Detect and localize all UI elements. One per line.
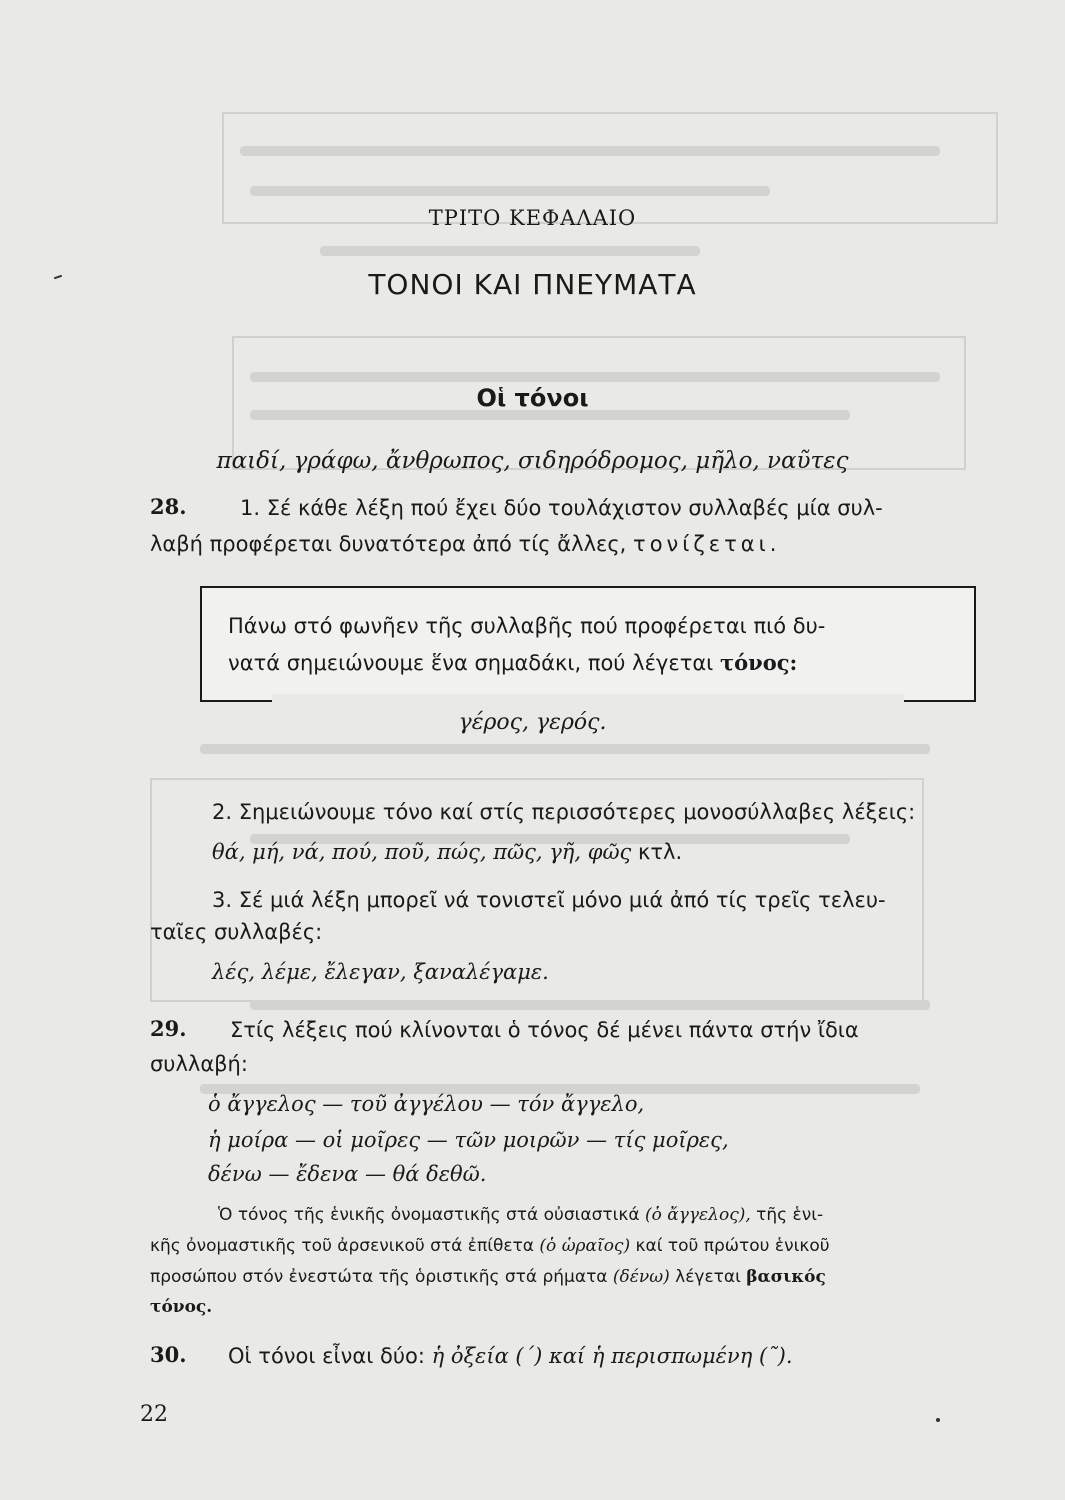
paragraph-number-29: 29.: [150, 1016, 187, 1041]
p29-example-3: δένω — ἔδενα — θά δεθῶ.: [208, 1162, 487, 1186]
p29-note-line2: [150, 1236, 830, 1256]
note-l2-end: καί τοῦ πρώτου ἑνικοῦ: [635, 1236, 830, 1256]
p28-item3-line2: ταῖες συλλαβές:: [150, 920, 323, 944]
chapter-title: ΤΟΝΟΙ ΚΑΙ ΠΝΕΥΜΑΤΑ: [368, 268, 697, 301]
p29-example-1: ὁ ἄγγελος — τοῦ ἀγγέλου — τόν ἄγγελο,: [208, 1092, 645, 1116]
rule-box-line1: Πάνω στό φωνῆεν τῆς συλλαβῆς πού προφέρεται πιό δυ-: [228, 614, 826, 638]
p29-example-2: ἡ μοίρα — οἱ μοῖρες — τῶν μοιρῶν — τίς μοῖρες,: [208, 1128, 729, 1152]
p29-note-line1: [218, 1205, 823, 1225]
p30-text-accents: ἡ ὀξεία (΄) καί ἡ περισπωμένη (῀).: [431, 1344, 793, 1368]
p29-line1: Στίς λέξεις πού κλίνονται ὁ τόνος δέ μένει πάντα στήν ἴδια: [230, 1018, 859, 1042]
p28-item2-examples: [212, 840, 682, 864]
rule-box-line2: [228, 650, 797, 675]
p28-item3-examples: λές, λέμε, ἔλεγαν, ξαναλέγαμε.: [212, 960, 549, 984]
p28-item2-etc: κτλ.: [638, 840, 683, 864]
note-l1-example: (ὁ ἄγγελος),: [644, 1205, 751, 1225]
box-border-gap: [272, 694, 904, 704]
rule-box: [200, 586, 976, 702]
p30-text-lead: Οἱ τόνοι εἶναι δύο:: [228, 1344, 425, 1368]
note-l3-example: (δένω): [612, 1267, 670, 1287]
section-examples: παιδί, γράφω, ἄνθρωπος, σιδηρόδρομος, μῆλο, ναῦτες: [216, 448, 849, 474]
page-number: 22: [140, 1402, 168, 1427]
paragraph-number-28: 28.: [150, 494, 187, 519]
p30-text: [228, 1344, 793, 1368]
note-l3-term: βασικός: [746, 1267, 826, 1287]
rule-box-example: γέρος, γερός.: [458, 710, 607, 735]
p28-item3-line1: 3. Σέ μιά λέξη μπορεῖ νά τονιστεῖ μόνο μιά ἀπό τίς τρεῖς τελευ-: [212, 888, 886, 912]
p29-line2: συλλαβή:: [150, 1052, 248, 1076]
rule-box-line2-text: νατά σημειώνουμε ἕνα σημαδάκι, πού λέγεται: [228, 651, 714, 675]
note-l3-mid: λέγεται: [675, 1267, 741, 1287]
chapter-label: ΤΡΙΤΟ ΚΕΦΑΛΑΙΟ: [428, 206, 637, 230]
p29-note-line3: [150, 1267, 826, 1287]
p28-item2-examples-words: θά, μή, νά, πού, ποῦ, πώς, πῶς, γῆ, φῶς: [212, 840, 632, 864]
p28-item1-line2-text: λαβή προφέρεται δυνατότερα ἀπό τίς ἄλλες,: [150, 532, 627, 556]
rule-box-term: τόνος:: [719, 650, 798, 675]
note-l1-text: Ὁ τόνος τῆς ἑνικῆς ὀνομαστικῆς στά οὐσιαστικά: [218, 1205, 640, 1225]
note-l3-text: προσώπου στόν ἐνεστώτα τῆς ὁριστικῆς στά ρήματα: [150, 1267, 608, 1287]
p29-note-line4: τόνος.: [150, 1297, 213, 1317]
paragraph-number-30: 30.: [150, 1342, 187, 1367]
p28-item1-line1: 1. Σέ κάθε λέξη πού ἔχει δύο τουλάχιστον συλλαβές μία συλ-: [240, 496, 883, 520]
section-title: Οἱ τόνοι: [476, 384, 589, 412]
ink-dot: [936, 1418, 940, 1422]
p28-emphasis-term: τονίζεται.: [633, 532, 781, 556]
p28-item1-line2: [150, 532, 780, 556]
p28-item2-line1: 2. Σημειώνουμε τόνο καί στίς περισσότερες μονοσύλλαβες λέξεις:: [212, 800, 916, 824]
note-l2-example: (ὁ ὡραῖος): [539, 1236, 631, 1256]
note-l2-text: κῆς ὀνομαστικῆς τοῦ ἀρσενικοῦ στά ἐπίθετα: [150, 1236, 535, 1256]
note-l1-end: τῆς ἑνι-: [756, 1205, 824, 1225]
